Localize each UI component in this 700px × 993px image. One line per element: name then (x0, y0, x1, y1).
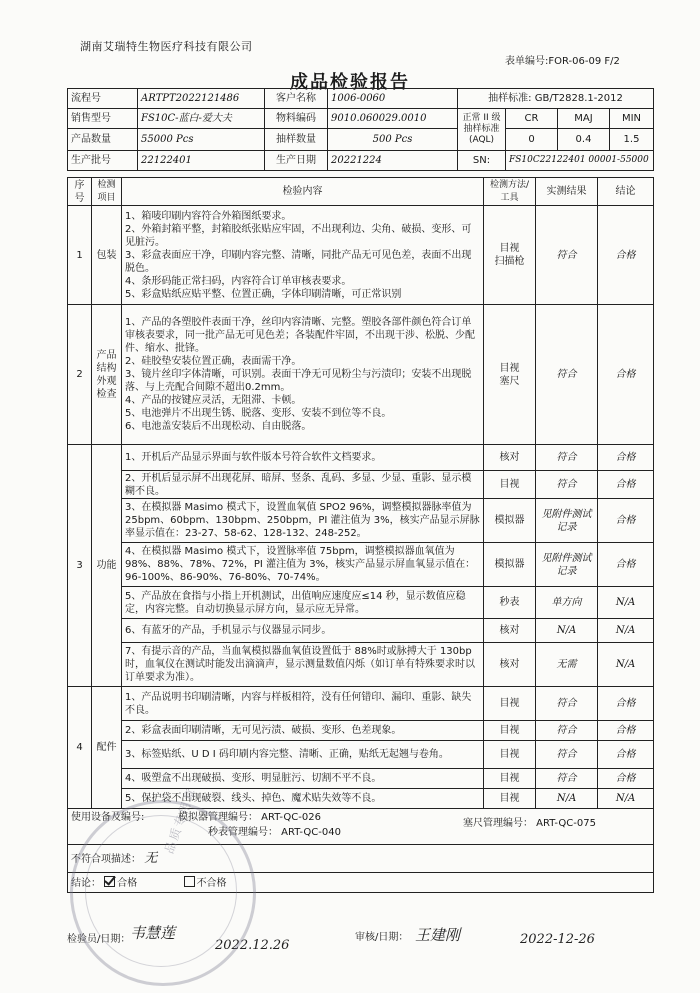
check-method: 核对 (484, 445, 536, 471)
model-label: 销售型号 (68, 109, 138, 129)
check-method: 秒表 (484, 587, 536, 619)
group-result: 符合 (536, 305, 598, 445)
qty-label: 产品数量 (68, 129, 138, 151)
reviewer-signature: 王建刚 (415, 926, 461, 944)
reviewer-label: 审核/日期： (355, 932, 409, 943)
batch-value: 22122401 (138, 151, 265, 171)
stamp-inner-ring (85, 815, 237, 967)
group-content: 1、箱唛印刷内容符合外箱图纸要求。 2、外箱封箱平整，封箱胶纸张贴应牢固，不出现利边、尖角、破损、变形、可见脏污。 3、彩盒表面应干净，印刷内容完整、清晰，同批产品无可见色差，表面不出现脱色。 4、条形码能正常扫码，内容符合订单审核表要求。 5、彩盒贴纸应贴平整、位置正确，字体印刷清晰，可正常识别 (122, 206, 484, 305)
check-method: 目视 (484, 769, 536, 789)
check-content: 7、有提示音的产品，当血氧模拟器血氧值设置低于 88%时或脉搏大于 130bp 时，血氧仪在测试时能发出滴滴声，显示测量数值闪烁（如订单有特殊要求时以订单要求为准）。 (122, 643, 484, 687)
col-content: 检验内容 (122, 178, 484, 206)
flow-value: ARTPT2022121486 (138, 89, 265, 109)
maj-label: MAJ (558, 109, 610, 129)
check-result: 见附件测试记录 (536, 543, 598, 587)
check-conclusion: 合格 (598, 769, 654, 789)
check-content: 4、吸塑盒不出现破损、变形、明显脏污、切割不平不良。 (122, 769, 484, 789)
check-content: 2、开机后显示屏不出现花屏、暗屏、竖条、乱码、多显、少显、重影、显示模糊不良。 (122, 471, 484, 499)
batch-label: 生产批号 (68, 151, 138, 171)
sample-qty-value: 500 Pcs (328, 129, 458, 151)
group-content: 1、产品的各塑胶件表面干净，丝印内容清晰、完整。塑胶各部件颜色符合订单审核表要求，同一批产品无可见色差；各装配件牢固，不出现干涉、松脱、少配件、缩水、批锋。 2、硅胶垫安装位置正确，表面需干净。 3、镜片丝印字体清晰，可识别。表面干净无可见粉尘与污渍印；安装不出现脱落、与上壳配合间隙不超出0.2mm。 4、产品的按键应灵活，无阻滞、卡顿。 5、电池弹片不出现生锈、脱落、变形、安装不到位等不良。 6、电池盖安装后不出现松动、自由脱落。 (122, 305, 484, 445)
stamp-text: 品质专用章 (161, 784, 199, 856)
model-value: FS10C-蓝白-爱大夫 (138, 109, 265, 129)
check-conclusion: 合格 (598, 721, 654, 741)
qty-value: 55000 Pcs (138, 129, 265, 151)
check-method: 目视 (484, 687, 536, 721)
date-value: 20221224 (328, 151, 458, 171)
check-method: 核对 (484, 643, 536, 687)
check-conclusion: 合格 (598, 687, 654, 721)
check-conclusion: 合格 (598, 445, 654, 471)
check-content: 3、在模拟器 Masimo 模式下，设置血氧值 SPO2 96%，调整模拟器脉率值为 25bpm、60bpm、130bpm、250bpm，PI 灌注值为 3%，核实产品显示屏脉率显示值在：23-27、58-62、128-132、248-252。 (122, 499, 484, 543)
company-name: 湖南艾瑞特生物医疗科技有限公司 (80, 40, 253, 53)
check-result: 符合 (536, 471, 598, 499)
check-method: 目视 (484, 741, 536, 769)
material-value: 9010.060029.0010 (328, 109, 458, 129)
check-conclusion: 合格 (598, 741, 654, 769)
check-result: 符合 (536, 721, 598, 741)
check-result: 见附件测试记录 (536, 499, 598, 543)
simulator-id: 模拟器管理编号： ART-QC-026 (178, 812, 321, 823)
pass-label: 合格 (117, 877, 138, 889)
reviewer-date: 2022-12-26 (520, 932, 595, 947)
check-method: 目视 (484, 471, 536, 499)
col-conclusion: 结论 (598, 178, 654, 206)
check-conclusion: N/A (598, 619, 654, 643)
inspector-label: 检验员/日期： (67, 934, 131, 945)
customer-label: 客户名称 (265, 89, 328, 109)
check-content: 1、产品说明书印刷清晰，内容与样板相符，没有任何错印、漏印、重影、缺失不良。 (122, 687, 484, 721)
check-method: 核对 (484, 619, 536, 643)
maj-value: 0.4 (558, 129, 610, 151)
col-item: 检测项目 (92, 178, 122, 206)
check-result: N/A (536, 619, 598, 643)
check-result: 单方向 (536, 587, 598, 619)
group-seq: 3 (68, 445, 92, 687)
check-method: 模拟器 (484, 543, 536, 587)
cr-label: CR (506, 109, 558, 129)
info-table (67, 88, 654, 171)
conclusion-label: 结论： (71, 877, 101, 889)
min-value: 1.5 (610, 129, 654, 151)
check-conclusion: 合格 (598, 543, 654, 587)
group-method: 目视 扫描枪 (484, 206, 536, 305)
check-conclusion: N/A (598, 789, 654, 809)
check-content: 2、彩盒表面印刷清晰，无可见污渍、破损、变形、色差现象。 (122, 721, 484, 741)
group-conclusion: 合格 (598, 206, 654, 305)
group-seq: 4 (68, 687, 92, 809)
check-content: 3、标签贴纸、U D I 码印刷内容完整、清晰、正确，贴纸无起翘与卷角。 (122, 741, 484, 769)
cr-value: 0 (506, 129, 558, 151)
feeler-id: 塞尺管理编号： ART-QC-075 (463, 818, 596, 829)
check-conclusion: 合格 (598, 471, 654, 499)
check-content: 5、产品放在食指与小指上开机测试，出值响应速度应≤14 秒，显示数值应稳定，内容完整。自动切换显示屏方向，显示应无异常。 (122, 587, 484, 619)
nonconformity-value: 无 (144, 850, 158, 866)
col-method: 检测方法/工具 (484, 178, 536, 206)
group-item: 产品结构外观检查 (92, 305, 122, 445)
check-method: 目视 (484, 721, 536, 741)
group-result: 符合 (536, 206, 598, 305)
sample-qty-label: 抽样数量 (265, 129, 328, 151)
check-result: 符合 (536, 687, 598, 721)
sn-value: FS10C22122401 00001-55000 (506, 151, 654, 171)
check-content: 1、开机后产品显示界面与软件版本号符合软件文档要求。 (122, 445, 484, 471)
check-conclusion: N/A (598, 587, 654, 619)
group-conclusion: 合格 (598, 305, 654, 445)
check-content: 4、在模拟器 Masimo 模式下，设置脉率值 75bpm，调整模拟器血氧值为 98%、88%、78%、72%，PI 灌注值为 3%，核实产品显示屏血氧显示值在：96-100%、86-90%、76-80%、70-74%。 (122, 543, 484, 587)
group-item: 包装 (92, 206, 122, 305)
nonconformity-label: 不符合项描述： (71, 853, 141, 865)
check-content: 5、保护袋不出现破裂、线头、掉色、魔术贴失效等不良。 (122, 789, 484, 809)
check-method: 模拟器 (484, 499, 536, 543)
group-seq: 1 (68, 206, 92, 305)
aql-label: 正常 II 级抽样标准 (AQL) (458, 109, 506, 151)
group-item: 功能 (92, 445, 122, 687)
form-number: 表单编号:FOR-06-09 F/2 (505, 56, 620, 67)
date-label: 生产日期 (265, 151, 328, 171)
equipment-label: 使用设备及编号: (71, 812, 145, 823)
inspection-table (67, 177, 654, 893)
group-seq: 2 (68, 305, 92, 445)
col-seq: 序号 (68, 178, 92, 206)
material-label: 物料编码 (265, 109, 328, 129)
check-result: 符合 (536, 741, 598, 769)
group-item: 配件 (92, 687, 122, 809)
inspector-signature: 韦慧莲 (130, 924, 176, 942)
check-result: 符合 (536, 445, 598, 471)
sn-label: SN: (458, 151, 506, 171)
min-label: MIN (610, 109, 654, 129)
customer-value: 1006-0060 (328, 89, 458, 109)
stopwatch-id: 秒表管理编号： ART-QC-040 (208, 827, 341, 838)
check-conclusion: N/A (598, 643, 654, 687)
check-result: N/A (536, 789, 598, 809)
group-method: 目视 塞尺 (484, 305, 536, 445)
check-content: 6、有蓝牙的产品，手机显示与仪器显示同步。 (122, 619, 484, 643)
inspector-date: 2022.12.26 (215, 938, 290, 953)
quality-stamp (70, 800, 256, 986)
sampling-standard: 抽样标准: GB/T2828.1-2012 (458, 89, 654, 109)
flow-label: 流程号 (68, 89, 138, 109)
check-method: 目视 (484, 789, 536, 809)
check-result: 符合 (536, 769, 598, 789)
report-title: 成品检验报告 (290, 72, 410, 93)
check-result: 无需 (536, 643, 598, 687)
fail-label: 不合格 (196, 877, 227, 889)
col-result: 实测结果 (536, 178, 598, 206)
check-conclusion: 合格 (598, 499, 654, 543)
